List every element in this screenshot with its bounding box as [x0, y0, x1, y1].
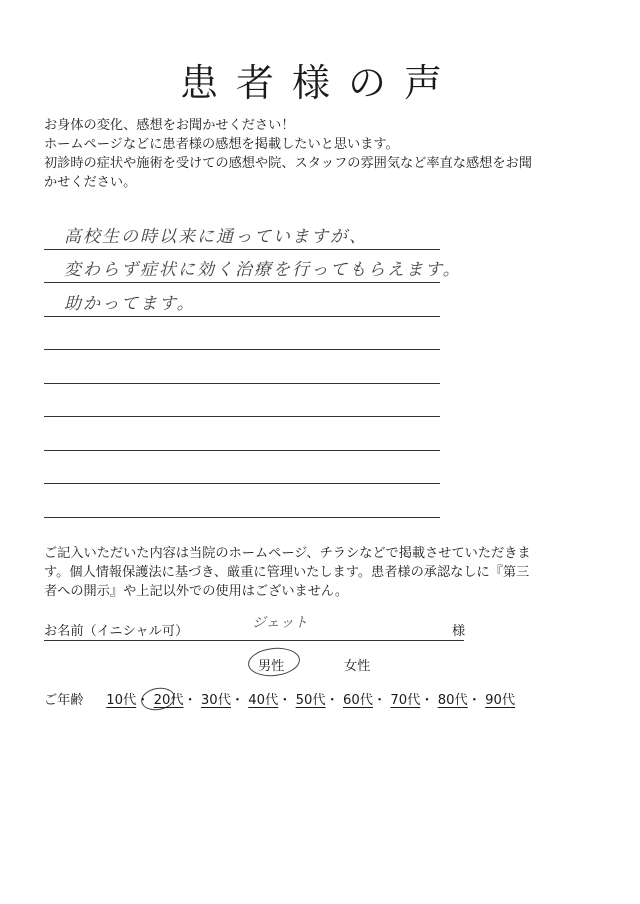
- age-field: [44, 689, 515, 708]
- notice-line: ご記入いただいた内容は当院のホームページ、チラシなどで掲載させていただきま: [44, 546, 531, 561]
- notice-line: 者への開示』や上記以外での使用はございません。: [44, 584, 349, 599]
- name-field[interactable]: [44, 615, 466, 641]
- comment-line: [44, 317, 440, 351]
- age-option-10s[interactable]: 10代: [106, 693, 137, 708]
- gender-option-female[interactable]: 女性: [344, 659, 371, 674]
- age-option-30s[interactable]: 30代: [200, 693, 231, 708]
- name-label: お名前（イニシャル可）: [44, 624, 189, 639]
- age-option-70s[interactable]: 70代: [390, 693, 421, 708]
- comment-line: [44, 484, 440, 518]
- intro-line: 初診時の症状や施術を受けての感想や院、スタッフの雰囲気など率直な感想をお聞: [44, 156, 532, 171]
- age-separator: ・: [467, 693, 481, 708]
- gender-option-male[interactable]: 男性: [258, 659, 285, 674]
- intro-text: [44, 116, 604, 192]
- comment-line: [44, 384, 440, 418]
- comment-line: [44, 283, 440, 317]
- comment-line: [44, 250, 462, 284]
- age-label: ご年齢: [44, 693, 84, 708]
- intro-line: かせください。: [44, 175, 137, 190]
- age-option-60s[interactable]: 60代: [343, 693, 373, 708]
- notice-line: す。個人情報保護法に基づき、厳重に管理いたします。患者様の承認なしに『第三: [44, 565, 530, 580]
- age-option-80s[interactable]: 80代: [437, 693, 468, 708]
- comment-line: [44, 417, 440, 451]
- intro-line: お身体の変化、感想をお聞かせください！: [44, 118, 295, 133]
- comment-line: [44, 216, 440, 250]
- age-option-40s[interactable]: 40代: [248, 693, 279, 708]
- age-separator: ・: [136, 693, 150, 708]
- age-separator: ・: [420, 693, 434, 708]
- handwritten-comment: 変わらず症状に効く治療を行ってもらえます。: [64, 260, 462, 280]
- age-option-20s[interactable]: 20代: [153, 693, 184, 708]
- age-separator: ・: [278, 693, 292, 708]
- name-suffix: 様: [452, 624, 466, 639]
- comment-line: [44, 350, 440, 384]
- privacy-notice: [44, 544, 604, 601]
- age-separator: ・: [372, 693, 387, 708]
- age-option-90s[interactable]: 90代: [485, 693, 516, 708]
- comment-area[interactable]: [44, 216, 462, 518]
- name-value: ジェット: [252, 615, 308, 631]
- intro-line: ホームページなどに患者様の感想を掲載したいと思います。: [44, 137, 399, 152]
- handwritten-comment: 助かってます。: [64, 293, 196, 314]
- age-separator: ・: [183, 693, 197, 708]
- handwritten-comment: 高校生の時以来に通っていますが、: [64, 226, 368, 247]
- age-separator: ・: [325, 693, 339, 708]
- page-title: 患者様の声: [179, 61, 460, 105]
- age-separator: ・: [230, 693, 245, 708]
- age-option-50s[interactable]: 50代: [295, 693, 326, 708]
- comment-line: [44, 451, 440, 485]
